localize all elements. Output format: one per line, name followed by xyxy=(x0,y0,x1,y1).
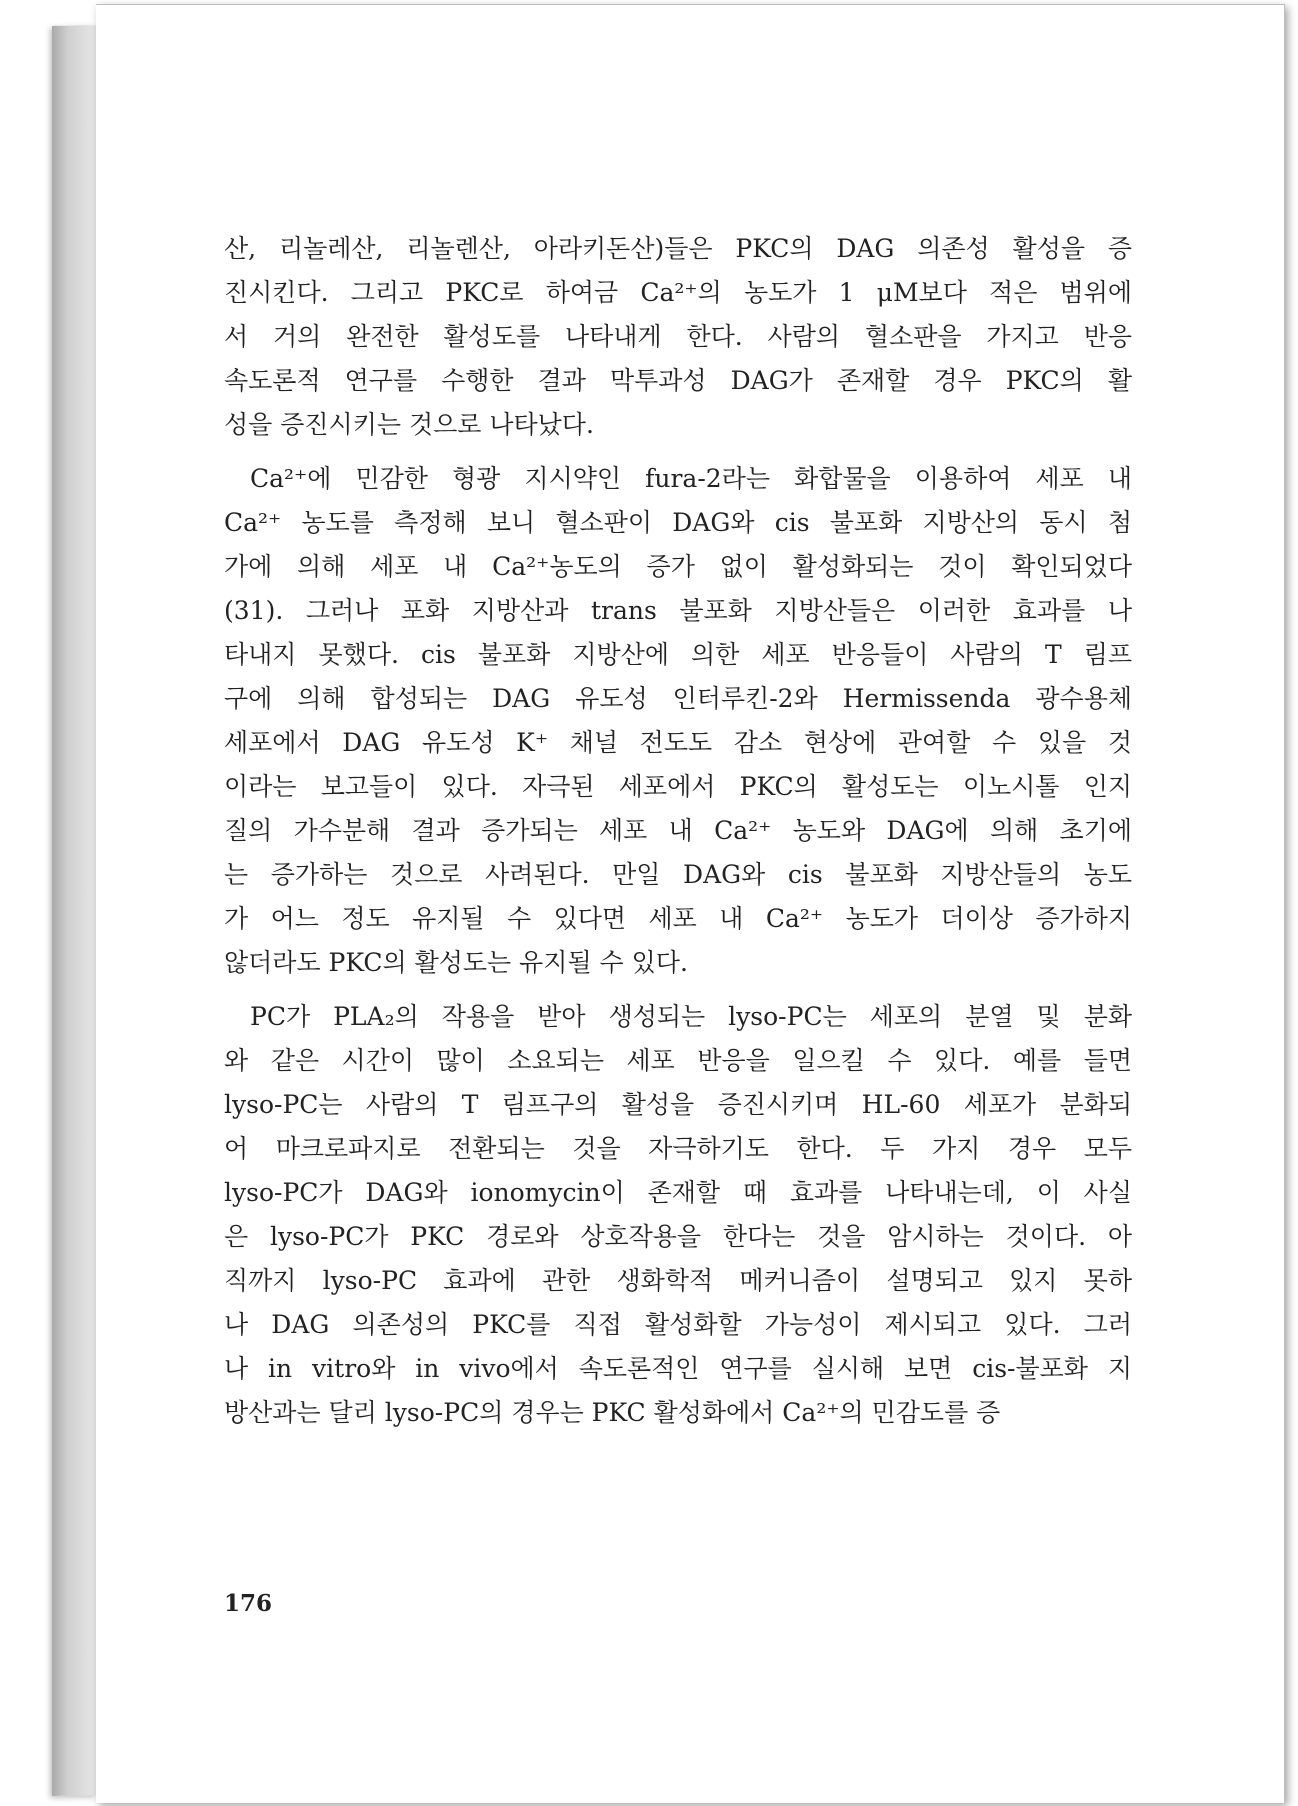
body-text xyxy=(224,227,1132,1435)
paragraph-gap xyxy=(224,447,1132,457)
text-line: 구에 의해 합성되는 DAG 유도성 인터루킨-2와 Hermissenda 광수용체 xyxy=(224,684,1132,713)
paragraph xyxy=(224,995,1132,1435)
text-line: 서 거의 완전한 활성도를 나타내게 한다. 사람의 혈소판을 가지고 반응 xyxy=(224,322,1132,351)
text-line: (31). 그러나 포화 지방산과 trans 불포화 지방산들은 이러한 효과를 나 xyxy=(224,596,1132,625)
text-line: 는 증가하는 것으로 사려된다. 만일 DAG와 cis 불포화 지방산들의 농도 xyxy=(224,860,1132,889)
text-line: 와 같은 시간이 많이 소요되는 세포 반응을 일으킬 수 있다. 예를 들면 xyxy=(224,1046,1132,1075)
text-line: 산, 리놀레산, 리놀렌산, 아라키돈산)들은 PKC의 DAG 의존성 활성을 증 xyxy=(224,234,1132,263)
paragraph-gap xyxy=(224,985,1132,995)
text-line: Ca²⁺에 민감한 형광 지시약인 fura-2라는 화합물을 이용하여 세포 내 xyxy=(250,464,1132,493)
text-line: 어 마크로파지로 전환되는 것을 자극하기도 한다. 두 가지 경우 모두 xyxy=(224,1134,1132,1163)
text-line: lyso-PC가 DAG와 ionomycin이 존재할 때 효과를 나타내는데, 이 사실 xyxy=(224,1178,1132,1207)
text-line: 방산과는 달리 lyso-PC의 경우는 PKC 활성화에서 Ca²⁺의 민감도를 증 xyxy=(224,1398,1001,1427)
paragraph xyxy=(224,457,1132,985)
text-line: 타내지 못했다. cis 불포화 지방산에 의한 세포 반응들이 사람의 T 림프 xyxy=(224,640,1132,669)
text-line: lyso-PC는 사람의 T 림프구의 활성을 증진시키며 HL-60 세포가 분화되 xyxy=(224,1090,1132,1119)
text-line: 직까지 lyso-PC 효과에 관한 생화학적 메커니즘이 설명되고 있지 못하 xyxy=(224,1266,1132,1295)
text-line: 이라는 보고들이 있다. 자극된 세포에서 PKC의 활성도는 이노시톨 인지 xyxy=(224,772,1132,801)
text-line: 질의 가수분해 결과 증가되는 세포 내 Ca²⁺ 농도와 DAG에 의해 초기에 xyxy=(224,816,1132,845)
book xyxy=(52,4,1292,1802)
page-number: 176 xyxy=(224,1590,273,1617)
paragraph xyxy=(224,227,1132,447)
text-line: 은 lyso-PC가 PKC 경로와 상호작용을 한다는 것을 암시하는 것이다. 아 xyxy=(224,1222,1132,1251)
text-line: 나 DAG 의존성의 PKC를 직접 활성화할 가능성이 제시되고 있다. 그러 xyxy=(224,1310,1132,1339)
text-line: 성을 증진시키는 것으로 나타났다. xyxy=(224,410,594,439)
text-line: 않더라도 PKC의 활성도는 유지될 수 있다. xyxy=(224,948,688,977)
book-page xyxy=(96,4,1285,1803)
text-line: 가에 의해 세포 내 Ca²⁺농도의 증가 없이 활성화되는 것이 확인되었다 xyxy=(224,552,1132,581)
text-line: PC가 PLA₂의 작용을 받아 생성되는 lyso-PC는 세포의 분열 및 분화 xyxy=(250,1002,1132,1031)
page-edge xyxy=(52,25,96,1796)
text-line: 진시킨다. 그리고 PKC로 하여금 Ca²⁺의 농도가 1 μM보다 적은 범위에 xyxy=(224,278,1132,307)
text-line: 세포에서 DAG 유도성 K⁺ 채널 전도도 감소 현상에 관여할 수 있을 것 xyxy=(224,728,1132,757)
text-line: 속도론적 연구를 수행한 결과 막투과성 DAG가 존재할 경우 PKC의 활 xyxy=(224,366,1132,395)
text-line: Ca²⁺ 농도를 측정해 보니 혈소판이 DAG와 cis 불포화 지방산의 동시 첨 xyxy=(224,508,1132,537)
text-line: 가 어느 정도 유지될 수 있다면 세포 내 Ca²⁺ 농도가 더이상 증가하지 xyxy=(224,904,1132,933)
text-line: 나 in vitro와 in vivo에서 속도론적인 연구를 실시해 보면 cis-불포화 지 xyxy=(224,1354,1132,1383)
